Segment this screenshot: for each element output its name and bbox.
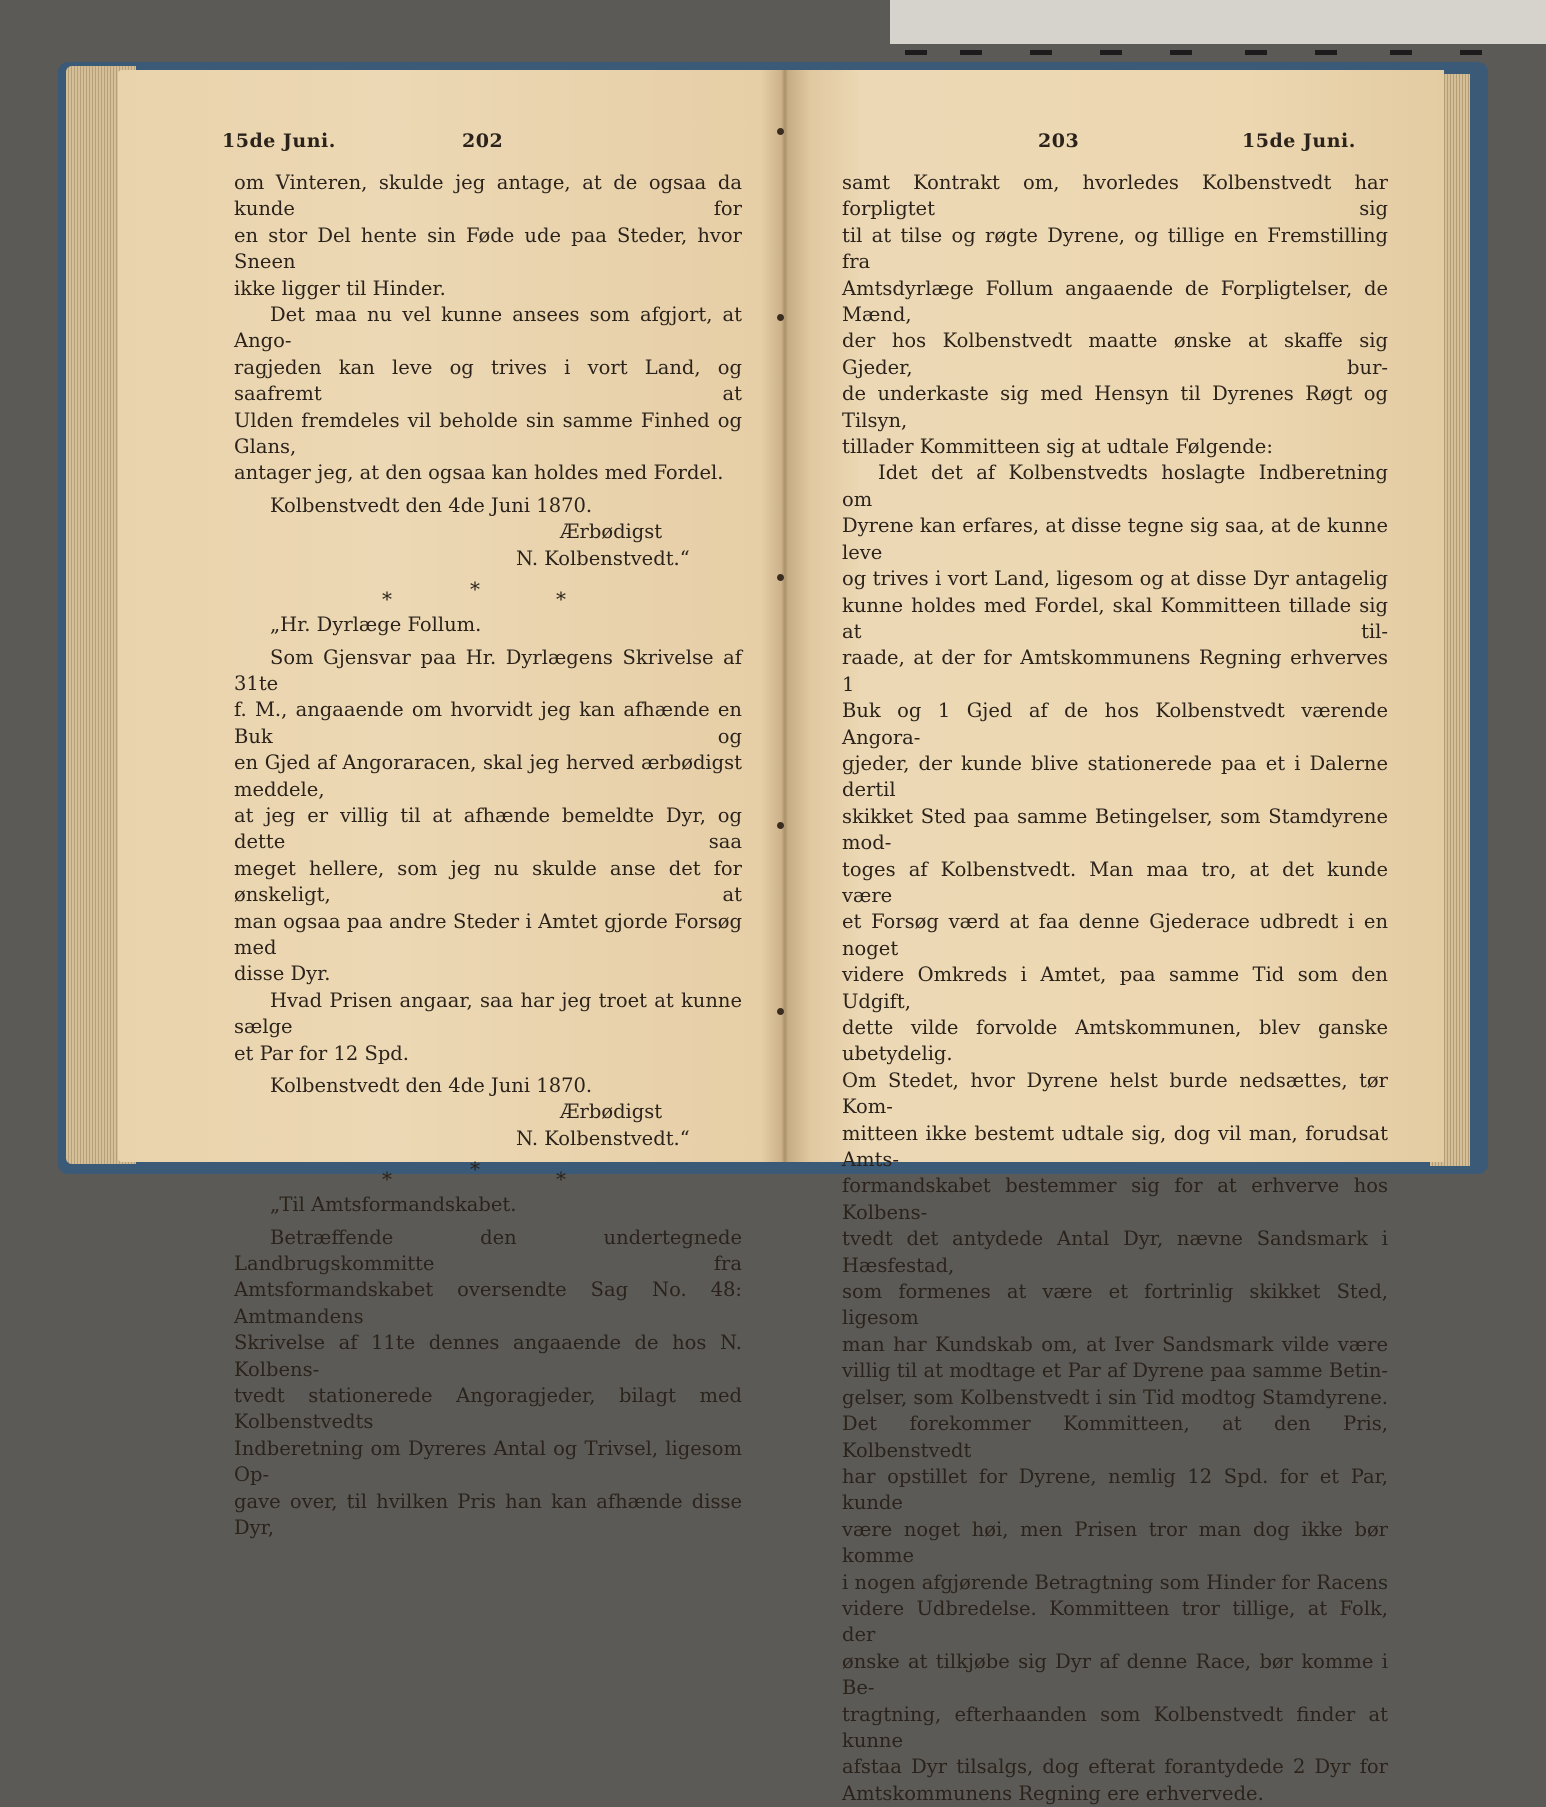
text-line: Amtsformandskabet oversendte Sag No. 48: Amtmandens — [234, 1278, 742, 1328]
text-line: tillader Kommitteen sig at udtale Følgende: — [842, 435, 1273, 459]
salutation: „Til Amtsformandskabet. — [270, 1193, 517, 1217]
separator-star: * — [382, 587, 392, 612]
text-line: ikke ligger til Hinder. — [234, 276, 446, 300]
text-line: ragjeden kan leve og trives i vort Land, og saafremt at — [234, 355, 742, 406]
text-line: en Gjed af Angoraracen, skal jeg herved ærbødigst meddele, — [234, 751, 742, 801]
separator-star: * — [382, 1167, 392, 1192]
text-line: Hvad Prisen angaar, saa har jeg troet at kunne sælge — [234, 988, 742, 1039]
binding-stitch — [777, 574, 784, 581]
text-line: samt Kontrakt om, hvorledes Kolbenstvedt har forpligtet sig — [842, 171, 1388, 221]
dateline: Kolbenstvedt den 4de Juni 1870. — [270, 1074, 593, 1097]
text-line: videre Omkreds i Amtet, paa samme Tid som den Udgift, — [842, 963, 1388, 1013]
separator-stars — [234, 572, 742, 610]
text-line: der hos Kolbenstvedt maatte ønske at skaffe sig Gjeder, bur- — [842, 329, 1388, 379]
ruler-mark — [1460, 50, 1482, 55]
separator-star: * — [470, 577, 480, 602]
text-line: være noget høi, men Prisen tror man dog ikke bør komme — [842, 1517, 1388, 1568]
ruler-mark — [1390, 50, 1412, 55]
ruler-mark — [905, 50, 927, 55]
text-line: mitteen ikke bestemt udtale sig, dog vil man, forudsat Amts- — [842, 1121, 1388, 1172]
right-page — [782, 70, 1444, 1805]
ruler-mark — [1315, 50, 1337, 55]
text-line: et Par for 12 Spd. — [234, 1041, 409, 1065]
separator-stars — [234, 1152, 742, 1190]
signature: N. Kolbenstvedt.“ — [516, 1126, 690, 1150]
binding-stitch — [777, 1008, 784, 1015]
text-line: Det maa nu vel kunne ansees som afgjort, at Ango- — [234, 303, 742, 353]
text-line: meget hellere, som jeg nu skulde anse det for ønskeligt, at — [234, 856, 742, 907]
ruler-mark — [1170, 50, 1192, 55]
text-line: antager jeg, at den ogsaa kan holdes med Fordel. — [234, 461, 724, 485]
binding-stitch — [777, 822, 784, 829]
text-line: en stor Del hente sin Føde ude paa Steder, hvor Sneen — [234, 223, 742, 274]
text-line: afstaa Dyr tilsalgs, dog efterat forantydede 2 Dyr for — [842, 1755, 1388, 1779]
ruler-strip — [890, 0, 1546, 44]
page-number-left: 202 — [462, 130, 504, 152]
binding-stitch — [777, 128, 784, 135]
text-line: f. M., angaaende om hvorvidt jeg kan afhænde en Buk og — [234, 698, 742, 748]
text-line: Om Stedet, hvor Dyrene helst burde nedsættes, tør Kom- — [842, 1068, 1388, 1119]
text-line: Ulden fremdeles vil beholde sin samme Finhed og Glans, — [234, 408, 742, 459]
text-line: tvedt stationerede Angoragjeder, bilagt med Kolbenstvedts — [234, 1384, 742, 1434]
binding-stitch — [777, 314, 784, 321]
closing: Ærbødigst — [560, 1100, 663, 1124]
text-line: man har Kundskab om, at Iver Sandsmark vilde være — [842, 1332, 1388, 1356]
text-line: som formenes at være et fortrinlig skikket Sted, ligesom — [842, 1280, 1388, 1330]
ruler-mark — [960, 50, 982, 55]
text-line: Indberetning om Dyreres Antal og Trivsel, ligesom Op- — [234, 1436, 742, 1487]
text-line: Dyrene kan erfares, at disse tegne sig saa, at de kunne leve — [842, 514, 1388, 564]
text-line: og trives i vort Land, ligesom og at disse Dyr antagelig — [842, 567, 1388, 591]
text-line: gelser, som Kolbenstvedt i sin Tid modtog Stamdyrene. — [842, 1385, 1388, 1409]
separator-star: * — [556, 1167, 566, 1192]
right-page-text — [842, 170, 1388, 1807]
closing: Ærbødigst — [560, 520, 663, 544]
signature: N. Kolbenstvedt.“ — [516, 546, 690, 570]
text-line: ønske at tilkjøbe sig Dyr af denne Race, bør komme i Be- — [842, 1649, 1388, 1700]
text-line: Amtsdyrlæge Follum angaaende de Forpligtelser, de Mænd, — [842, 276, 1388, 327]
text-line: Som Gjensvar paa Hr. Dyrlægens Skrivelse af 31te — [234, 645, 742, 695]
text-line: disse Dyr. — [234, 962, 331, 986]
separator-star: * — [470, 1157, 480, 1182]
ruler-mark — [1030, 50, 1052, 55]
ruler-mark — [1245, 50, 1267, 55]
text-line: Amtskommunens Regning ere erhvervede. — [842, 1781, 1264, 1805]
text-line: dette vilde forvolde Amtskommunen, blev ganske ubetydelig. — [842, 1016, 1388, 1066]
left-page — [118, 70, 784, 1540]
dateline: Kolbenstvedt den 4de Juni 1870. — [270, 493, 593, 517]
running-header-right: 15de Juni. — [1242, 130, 1356, 152]
page-number-right: 203 — [1038, 130, 1080, 152]
left-page-text — [234, 170, 742, 1542]
text-line: Idet det af Kolbenstvedts hoslagte Indberetning om — [842, 461, 1388, 511]
text-line: om Vinteren, skulde jeg antage, at de ogsaa da kunde for — [234, 171, 742, 221]
text-line: gjeder, der kunde blive stationerede paa et i Dalerne dertil — [842, 751, 1388, 802]
separator-star: * — [556, 587, 566, 612]
text-line: skikket Sted paa samme Betingelser, som Stamdyrene mod- — [842, 804, 1388, 855]
text-line: Skrivelse af 11te dennes angaaende de hos N. Kolbens- — [234, 1331, 742, 1381]
text-line: videre Udbredelse. Kommitteen tror tillige, at Folk, der — [842, 1596, 1388, 1647]
salutation: „Hr. Dyrlæge Follum. — [270, 613, 482, 637]
text-line: Betræffende den undertegnede Landbrugskommitte fra — [234, 1225, 742, 1276]
text-line: gave over, til hvilken Pris han kan afhænde disse Dyr, — [234, 1489, 742, 1540]
text-line: Buk og 1 Gjed af de hos Kolbenstvedt værende Angora- — [842, 699, 1388, 749]
ruler-mark — [1100, 50, 1122, 55]
text-line: Det forekommer Kommitteen, at den Pris, Kolbenstvedt — [842, 1412, 1388, 1462]
text-line: man ogsaa paa andre Steder i Amtet gjorde Forsøg med — [234, 909, 742, 959]
text-line: har opstillet for Dyrene, nemlig 12 Spd. for et Par, kunde — [842, 1464, 1388, 1515]
text-line: formandskabet bestemmer sig for at erhverve hos Kolbens- — [842, 1174, 1388, 1224]
text-line: de underkaste sig med Hensyn til Dyrenes Røgt og Tilsyn, — [842, 382, 1388, 432]
text-line: til at tilse og røgte Dyrene, og tillige en Fremstilling fra — [842, 223, 1388, 274]
text-line: villig til at modtage et Par af Dyrene paa samme Betin- — [842, 1359, 1388, 1383]
running-header-left: 15de Juni. — [222, 130, 336, 152]
text-line: i nogen afgjørende Betragtning som Hinder for Racens — [842, 1570, 1388, 1594]
text-line: kunne holdes med Fordel, skal Kommitteen tillade sig at til- — [842, 593, 1388, 643]
text-line: raade, at der for Amtskommunens Regning erhverves 1 — [842, 646, 1388, 696]
text-line: toges af Kolbenstvedt. Man maa tro, at det kunde være — [842, 857, 1388, 907]
text-line: et Forsøg værd at faa denne Gjederace udbredt i en noget — [842, 910, 1388, 960]
text-line: at jeg er villig til at afhænde bemeldte Dyr, og dette saa — [234, 803, 742, 854]
text-line: tvedt det antydede Antal Dyr, nævne Sandsmark i Hæsfestad, — [842, 1227, 1388, 1277]
text-line: tragtning, efterhaanden som Kolbenstvedt finder at kunne — [842, 1702, 1388, 1752]
book-gutter — [760, 70, 810, 1162]
